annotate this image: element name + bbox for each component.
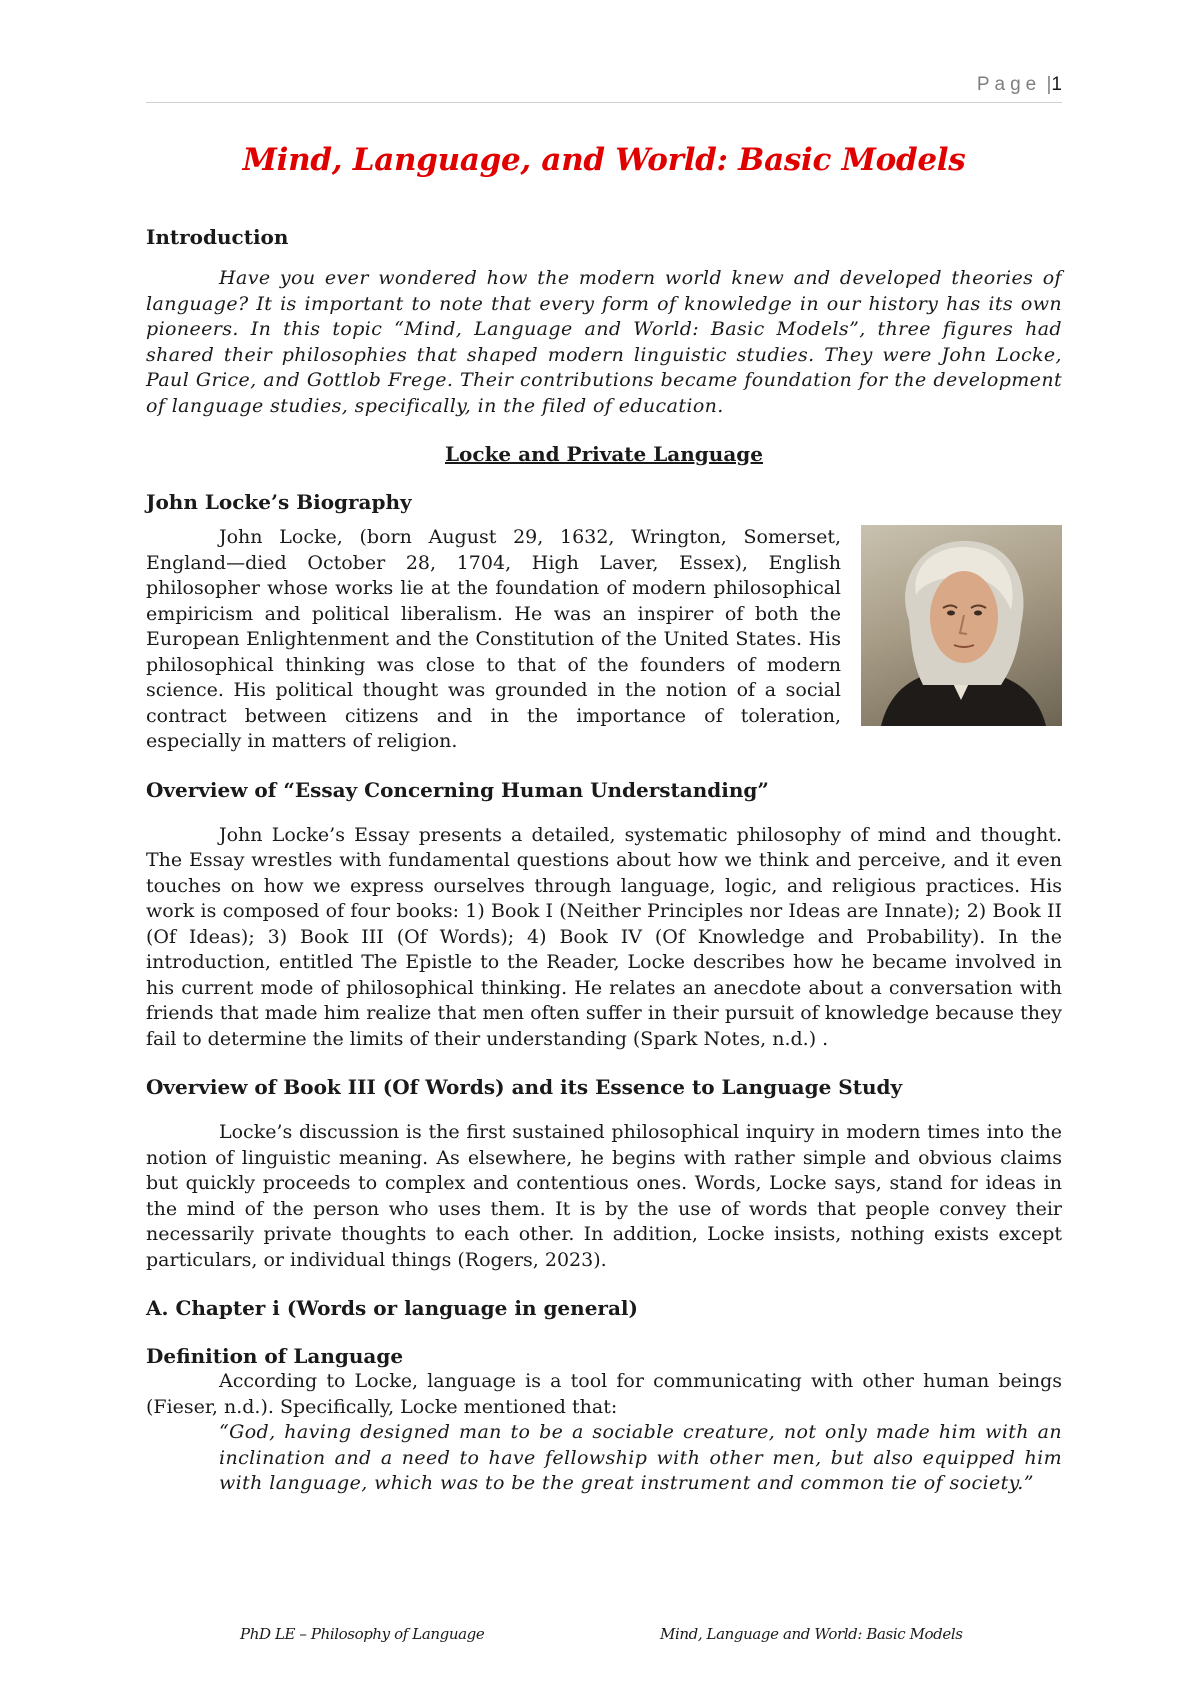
book3-overview-paragraph: Locke’s discussion is the first sustained philosophical inquiry in modern times into the notion of linguistic meaning. As elsewhere, he begins with rather simple and obvious claims but quickly proceeds to complex and contentious ones. Words, Locke says, stand for ideas in the mind of the person who uses them. It is by the use of words that people convey their necessarily private thoughts to each other. In addition, Locke insists, nothing exists except particulars, or individual things (Rogers, 2023). [146,1121,1062,1271]
introduction-heading: Introduction [146,225,289,249]
book3-overview-heading: Overview of Book III (Of Words) and its Essence to Language Study [146,1075,903,1099]
portrait-image [861,525,1062,726]
footer-topic: Mind, Language and World: Basic Models [660,1625,963,1643]
introduction-paragraph: Have you ever wondered how the modern world knew and developed theories of language? It is important to note that every form of knowledge in our history has its own pioneers. In this topic “Mind, Language and World: Basic Models”, three figures had shared their philosophies that shaped modern linguistic studies. They were John Locke, Paul Grice, and Gottlob Frege. Their contributions became foundation for the development of language studies, specifically, in the filed of education. [146,267,1062,417]
essay-overview-paragraph: John Locke’s Essay presents a detailed, systematic philosophy of mind and thought. The Essay wrestles with fundamental questions about how we think and perceive, and it even touches on how we express ourselves through language, logic, and religious practices. His work is composed of four books: 1) Book I (Neither Principles nor Ideas are Innate); 2) Book II (Of Ideas); 3) Book III (Of Words); 4) Book IV (Of Knowledge and Probability). In the introduction, entitled The Epistle to the Reader, Locke describes how he became involved in his current mode of philosophical thinking. He relates an anecdote about a conversation with friends that made him realize that men often suffer in their pursuit of knowledge because they fail to determine the limits of their understanding (Spark Notes, n.d.) . [146,823,1062,1050]
locke-quote: “God, having designed man to be a sociable creature, not only made him with an inclination and a need to have fellowship with other men, but also equipped him with language, which was to be the great instrument and common tie of society.” [219,1421,1062,1494]
definition-heading: Definition of Language [146,1344,404,1368]
biography-heading: John Locke’s Biography [146,490,412,514]
page-word: Page [976,74,1042,95]
document-title: Mind, Language, and World: Basic Models [242,142,966,178]
footer-course: PhD LE – Philosophy of Language [240,1625,485,1643]
definition-paragraph: According to Locke, language is a tool for communicating with other human beings (Fieser, n.d.). Specifically, Locke mentioned that: [146,1370,1062,1418]
essay-overview-heading: Overview of “Essay Concerning Human Understanding” [146,777,769,802]
biography-paragraph: John Locke, (born August 29, 1632, Wrington, Somerset, England—died October 28, 1704, High Laver, Essex), English philosopher whose works lie at the foundation of modern philosophical empiricism and political liberalism. He was an inspirer of both the European Enlightenment and the Constitution of the United States. His philosophical thinking was close to that of the founders of modern science. His political thought was grounded in the notion of a social contract between citizens and in the importance of toleration, especially in matters of religion. [146,526,841,752]
john-locke-portrait [861,525,1062,726]
page-separator: | [1046,74,1052,95]
chapter1-heading: A. Chapter i (Words or language in general) [146,1296,638,1320]
page-number: 1 [1051,74,1062,95]
section-title: Locke and Private Language [444,442,763,466]
page-header [146,70,1062,103]
document-body [146,140,1062,1497]
page-number-label [977,74,1062,96]
biography-block [146,525,1062,755]
